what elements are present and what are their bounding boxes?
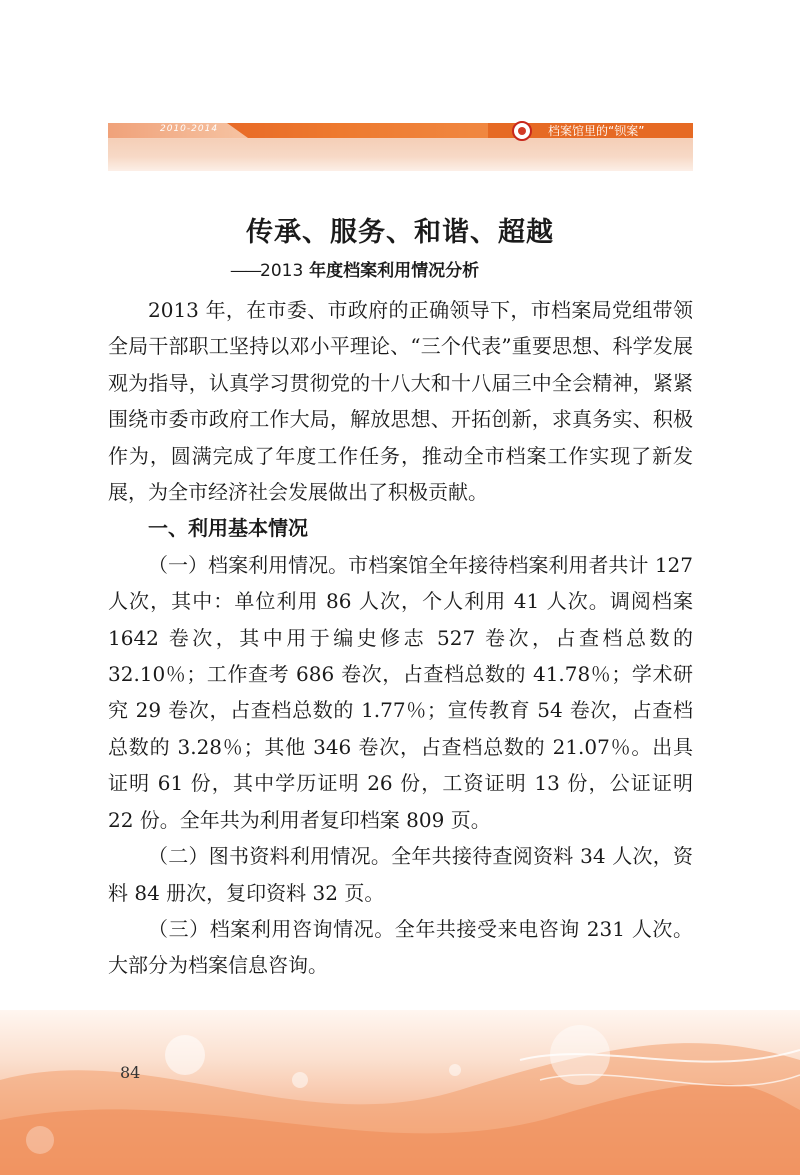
header-years: 2010-2014 bbox=[160, 124, 219, 134]
archive-usage-paragraph: （一）档案利用情况。市档案馆全年接待档案利用者共计 127 人次，其中：单位利用 86 人次，个人利用 41 人次。调阅档案 1642 卷次，其中用于编史修志 527 卷次，占查档总数的 32.10％；工作查考 686 卷次，占查档总数的 41.78％；学术研究 29 卷次，占查档总数的 1.77％；宣传教育 54 卷次，占查档总数的 3.28％；其他 346 卷次，占查档总数的 21.07％。出具证明 61 份，其中学历证明 26 份，工资证明 13 份，公证证明 22 份。全年共为利用者复印档案 809 页。 bbox=[108, 552, 693, 832]
page-number: 84 bbox=[120, 1063, 141, 1082]
subtitle-year: 2013 bbox=[260, 261, 304, 281]
subtitle-dash: —— bbox=[230, 261, 260, 281]
library-usage-paragraph: （二）图书资料利用情况。全年共接待查阅资料 34 人次，资料 84 册次，复印资料 32 页。 bbox=[108, 844, 693, 905]
section-heading: 一、利用基本情况 bbox=[148, 516, 308, 541]
header-section-title: 档案馆里的“钡案” bbox=[548, 124, 645, 138]
subtitle-text: 年度档案利用情况分析 bbox=[303, 261, 480, 281]
footer-wave-decoration bbox=[0, 1020, 800, 1175]
article-subtitle bbox=[230, 256, 479, 281]
article-body bbox=[108, 292, 693, 984]
archive-seal-icon bbox=[512, 121, 532, 141]
consultation-paragraph: （三）档案利用咨询情况。全年共接受来电咨询 231 人次。大部分为档案信息咨询。 bbox=[108, 916, 693, 978]
intro-paragraph: 2013 年，在市委、市政府的正确领导下，市档案局党组带领全局干部职工坚持以邓小平理论、“三个代表”重要思想、科学发展观为指导，认真学习贯彻党的十八大和十八届三中全会精神，紧紧围绕市委市政府工作大局，解放思想、开拓创新，求真务实、积极作为，圆满完成了年度工作任务，推动全市档案工作实现了新发展，为全市经济社会发展做出了积极贡献。 bbox=[108, 298, 693, 505]
article-title: 传承、服务、和谐、超越 bbox=[246, 217, 554, 248]
